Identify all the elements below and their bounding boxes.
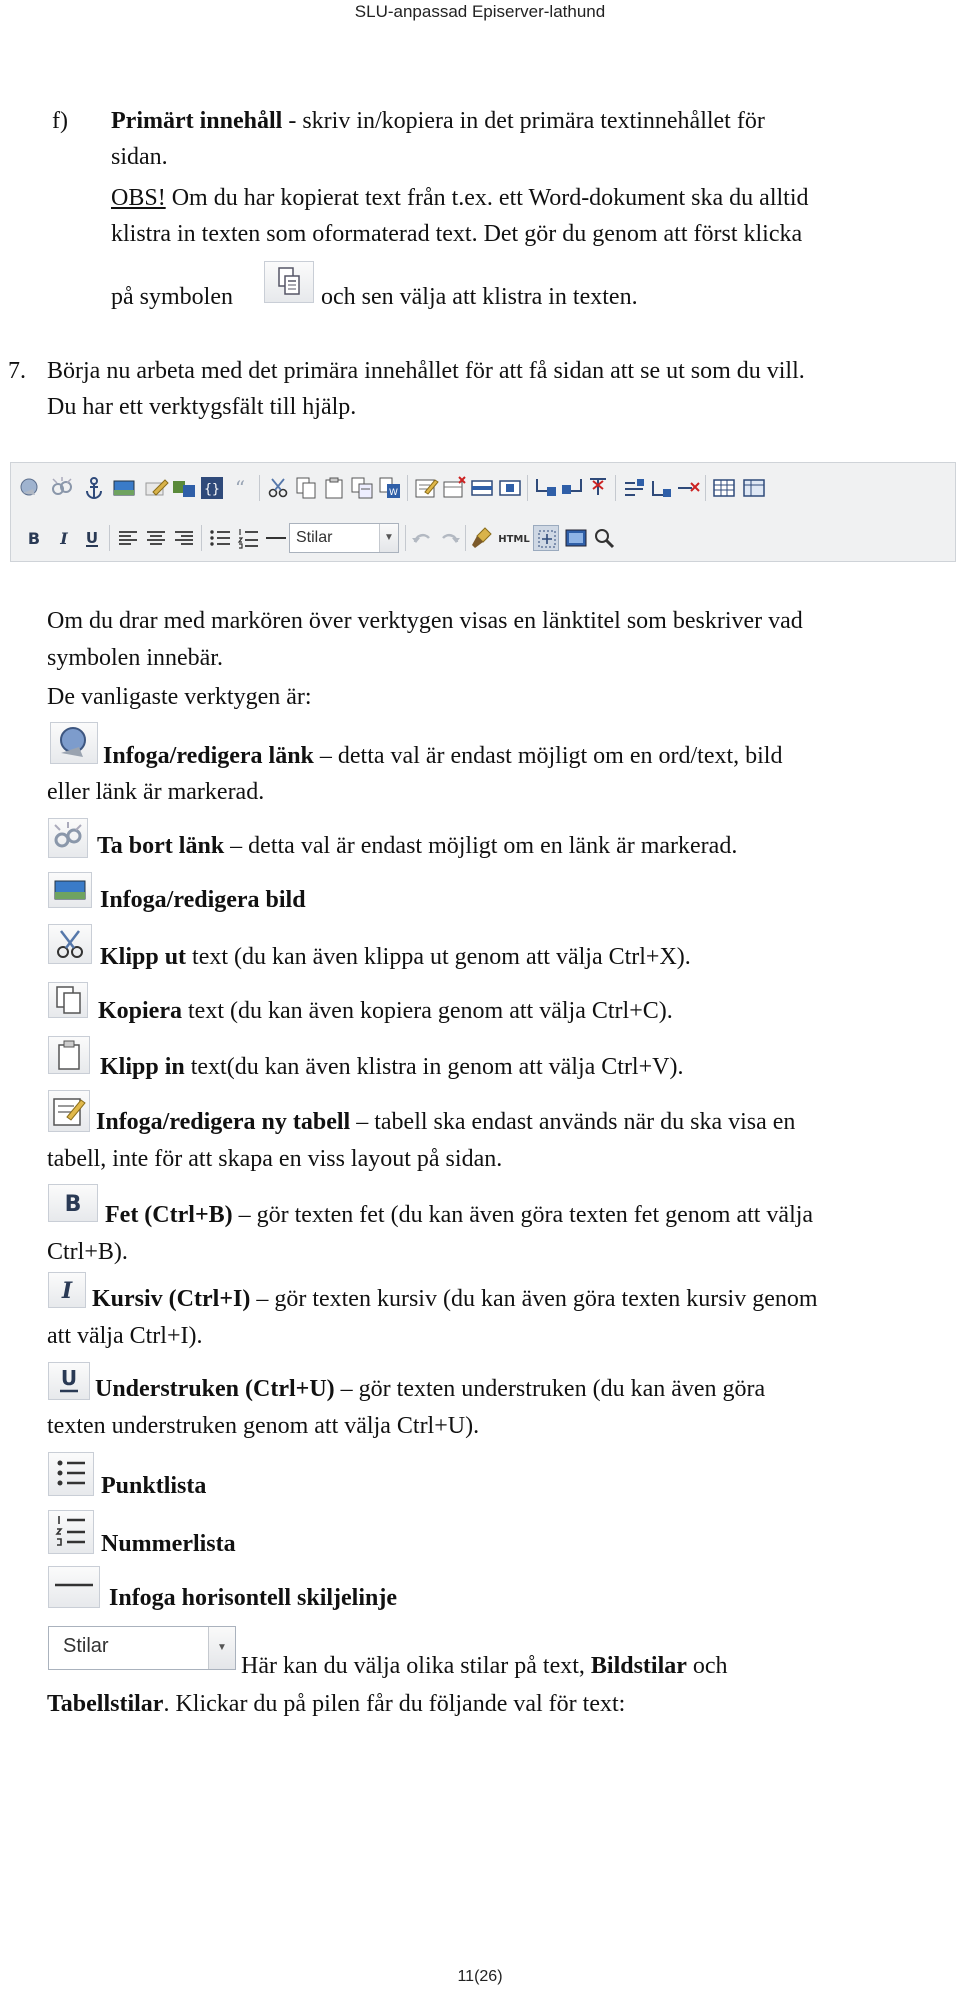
tool-line-table-2: tabell, inte för att skapa en viss layout på sidan.: [47, 1146, 503, 1172]
bold-icon[interactable]: [21, 525, 47, 551]
preview-icon[interactable]: [563, 525, 589, 551]
style-select-value: Stilar: [63, 1635, 109, 1657]
stilar-text-c: . Klickar du på pilen får du följande val för text:: [163, 1691, 626, 1717]
list-label-f: f): [52, 108, 68, 134]
style-select: [48, 1626, 236, 1670]
underline-icon[interactable]: [79, 525, 105, 551]
table-icon[interactable]: [711, 475, 737, 501]
tool-name: Infoga/redigera bild: [100, 887, 306, 913]
table-edit-icon: [48, 1090, 90, 1132]
step-7-line2: Du har ett verktygsfält till hjälp.: [47, 394, 357, 420]
chevron-down-icon[interactable]: ▼: [379, 524, 398, 552]
svg-text:“: “: [234, 476, 246, 500]
stilar-text-a: Här kan du välja olika stilar på text,: [241, 1653, 591, 1679]
page-number: 11(26): [457, 1968, 503, 1985]
horizontal-rule-icon[interactable]: [263, 525, 289, 551]
tool-name: Ta bort länk: [97, 833, 225, 859]
italic-icon: [48, 1272, 86, 1308]
table-edit-icon[interactable]: [413, 475, 439, 501]
chevron-down-icon: ▼: [208, 1627, 235, 1669]
page-header: SLU-anpassad Episerver-lathund: [354, 2, 606, 21]
html-source-icon[interactable]: [497, 525, 531, 551]
step-7-line1: Börja nu arbeta med det primära innehållet för att få sidan att se ut som du vill.: [47, 358, 805, 384]
stilar-bold-2: Tabellstilar: [47, 1691, 164, 1717]
tool-line-copy: [98, 996, 673, 1026]
delete-col-icon[interactable]: [675, 475, 701, 501]
intro-line3: De vanligaste verktygen är:: [47, 684, 312, 710]
tool-line-paste: [100, 1052, 683, 1082]
style-select[interactable]: [289, 523, 399, 553]
svg-text:{}: {}: [204, 482, 220, 497]
table-row-icon[interactable]: [469, 475, 495, 501]
paste-icon: [48, 1036, 90, 1074]
link-globe-icon: [50, 722, 98, 764]
intro-line1: Om du drar med markören över verktygen visas en länktitel som beskriver vad: [47, 608, 803, 634]
bold-icon: [48, 1184, 98, 1222]
section-f-line1: [111, 106, 765, 136]
tool-desc: – detta val är endast möjligt om en ord/text, bild: [313, 743, 783, 769]
svg-text:B: B: [64, 1192, 82, 1217]
tool-name: Klipp ut: [100, 944, 187, 970]
stilar-text-b: och: [686, 1653, 728, 1679]
quote-icon[interactable]: [227, 475, 253, 501]
tool-desc: – gör texten understruken (du kan även göra: [334, 1376, 766, 1402]
intro-line2: symbolen innebär.: [47, 645, 223, 671]
copy-icon: [48, 982, 88, 1018]
section-f-line2: sidan.: [111, 144, 168, 170]
align-center-icon[interactable]: [143, 525, 169, 551]
tool-line-image: [100, 885, 306, 915]
tool-line-table: [96, 1107, 795, 1137]
bullet-list-icon[interactable]: [207, 525, 233, 551]
paste-as-text-icon: [264, 261, 314, 303]
tool-line-bullets: [101, 1471, 206, 1501]
search-icon[interactable]: [591, 525, 617, 551]
stilar-line1: [241, 1651, 728, 1681]
italic-icon[interactable]: [51, 525, 77, 551]
paste-icon[interactable]: [321, 475, 347, 501]
align-left-icon[interactable]: [115, 525, 141, 551]
image-icon: [48, 872, 92, 908]
table-cell-icon[interactable]: [497, 475, 523, 501]
insert-row-before-icon[interactable]: [533, 475, 559, 501]
section-f-line5a: på symbolen: [111, 284, 233, 310]
section-f-line3: [111, 183, 808, 213]
edit-image-icon[interactable]: [143, 475, 169, 501]
svg-text:W: W: [389, 488, 398, 498]
tool-name: Infoga/redigera länk: [103, 743, 314, 769]
bullet-list-icon: [48, 1452, 94, 1496]
code-block-icon[interactable]: [199, 475, 225, 501]
editor-toolbar: [10, 462, 956, 562]
unlink-icon[interactable]: [49, 475, 75, 501]
table-props-icon[interactable]: [741, 475, 767, 501]
stilar-line2: [47, 1689, 625, 1719]
tool-line-underline: [95, 1374, 765, 1404]
tool-name: Infoga horisontell skiljelinje: [109, 1585, 398, 1611]
step-7-number: 7.: [8, 358, 26, 384]
table-delete-icon[interactable]: [441, 475, 467, 501]
tool-name: Fet (Ctrl+B): [105, 1202, 233, 1228]
tool-line-italic-2: att välja Ctrl+I).: [47, 1323, 203, 1349]
tool-name: Understruken (Ctrl+U): [95, 1376, 335, 1402]
section-f-line5b: och sen välja att klistra in texten.: [321, 284, 638, 310]
tool-line-bold: [105, 1200, 813, 1230]
style-select-value: Stilar: [296, 529, 333, 546]
horizontal-rule-icon: [48, 1566, 100, 1608]
tool-line-link-2: eller länk är markerad.: [47, 779, 265, 805]
paste-word-icon[interactable]: [377, 475, 403, 501]
tool-name: Infoga/redigera ny tabell: [96, 1109, 351, 1135]
insert-media-icon[interactable]: [171, 475, 197, 501]
insert-col-after-icon[interactable]: [649, 475, 675, 501]
svg-text:U: U: [60, 1366, 78, 1390]
stilar-bold-1: Bildstilar: [590, 1653, 687, 1679]
delete-row-icon[interactable]: [585, 475, 611, 501]
tool-line-underline-2: texten understruken genom att välja Ctrl+U).: [47, 1413, 480, 1439]
paste-text-icon[interactable]: [349, 475, 375, 501]
svg-text:HTML: HTML: [498, 534, 530, 545]
obs-label: OBS!: [111, 185, 166, 211]
obs-text: Om du har kopierat text från t.ex. ett Word-dokument ska du alltid: [165, 185, 809, 211]
tool-desc: text(du kan även klistra in genom att välja Ctrl+V).: [184, 1054, 684, 1080]
tool-name: Punktlista: [101, 1473, 207, 1499]
tool-desc: – detta val är endast möjligt om en länk är markerad.: [224, 833, 738, 859]
insert-col-before-icon[interactable]: [621, 475, 647, 501]
tool-desc: text (du kan även klippa ut genom att välja Ctrl+X).: [186, 944, 691, 970]
tool-name: Klipp in: [100, 1054, 185, 1080]
svg-text:I: I: [61, 1278, 73, 1304]
tool-line-italic: [92, 1284, 818, 1314]
tool-line-bold-2: Ctrl+B).: [47, 1239, 128, 1265]
tool-line-numbers: [101, 1529, 236, 1559]
scissors-icon: [48, 924, 92, 964]
tool-line-hr: [109, 1583, 397, 1613]
unlink-icon: [48, 818, 88, 858]
svg-text:B: B: [27, 529, 41, 548]
tool-desc: – gör texten kursiv (du kan även göra texten kursiv genom: [250, 1286, 818, 1312]
numbered-list-icon[interactable]: [235, 525, 261, 551]
insert-row-after-icon[interactable]: [559, 475, 585, 501]
tool-line-link: [103, 741, 782, 771]
tool-line-unlink: [97, 831, 737, 861]
tool-line-cut: [100, 942, 691, 972]
tool-desc: text (du kan även kopiera genom att välja Ctrl+C).: [182, 998, 673, 1024]
show-blocks-icon[interactable]: [533, 525, 559, 551]
section-f-title-rest: - skriv in/kopiera in det primära textinnehållet för: [282, 108, 765, 134]
tool-desc: – tabell ska endast används när du ska visa en: [350, 1109, 796, 1135]
tool-name: Nummerlista: [101, 1531, 236, 1557]
numbered-list-icon: [48, 1510, 94, 1554]
link-globe-icon[interactable]: [17, 475, 43, 501]
tool-name: Kopiera: [98, 998, 182, 1024]
image-icon[interactable]: [111, 475, 137, 501]
undo-icon[interactable]: [409, 525, 435, 551]
redo-icon[interactable]: [437, 525, 463, 551]
clean-format-icon[interactable]: [469, 525, 495, 551]
section-f-line4: klistra in texten som oformaterad text. Det gör du genom att först klicka: [111, 221, 803, 247]
underline-icon: [48, 1362, 90, 1400]
svg-text:I: I: [60, 529, 68, 548]
section-f-title: Primärt innehåll: [111, 108, 283, 134]
tool-desc: – gör texten fet (du kan även göra texten fet genom att välja: [232, 1202, 814, 1228]
anchor-icon[interactable]: [81, 475, 107, 501]
scissors-icon[interactable]: [265, 475, 291, 501]
tool-name: Kursiv (Ctrl+I): [92, 1286, 251, 1312]
copy-icon[interactable]: [293, 475, 319, 501]
svg-text:U: U: [85, 529, 99, 547]
align-right-icon[interactable]: [171, 525, 197, 551]
